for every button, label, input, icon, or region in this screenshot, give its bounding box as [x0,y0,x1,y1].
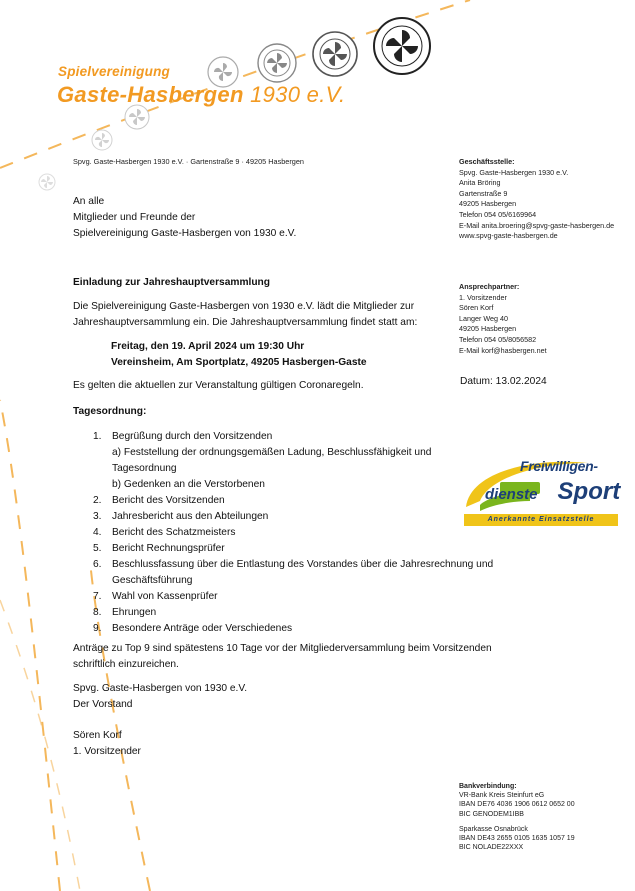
contact-line: 49205 Hasbergen [459,324,517,334]
recipient-line: Spielvereinigung Gaste-Hasbergen von 1930 e.V. [73,228,297,239]
office-line: Telefon 054 05/6169964 [459,209,537,219]
bank-block [459,782,575,852]
club-seal-icon [372,16,432,76]
proposals-line: schriftlich einzureichen. [73,659,179,670]
office-line: E-Mail anita.broering@spvg-gaste-hasbergen.de [459,220,615,230]
closing-line: Spvg. Gaste-Hasbergen von 1930 e.V. [73,683,248,694]
agenda-text: Bericht Rechnungsprüfer [112,543,225,554]
subject-line: Einladung zur Jahreshauptversammlung [73,277,270,288]
agenda-text: b) Gedenken an die Verstorbenen [112,479,265,490]
fwd-badge-text: Anerkannte Einsatzstelle [487,516,595,523]
agenda-item [93,621,493,637]
event-place: Vereinsheim, Am Sportplatz, 49205 Hasbergen-Gaste [111,357,367,368]
intro-paragraph [73,299,417,331]
agenda-number: 5. [93,543,102,554]
agenda-number: 9. [93,623,102,634]
agenda-item [93,541,493,557]
agenda-text: Beschlussfassung über die Entlastung des Vorstandes über die Jahresrechnung und [112,559,494,570]
proposals-note [73,641,492,673]
agenda-text: Wahl von Kassenprüfer [112,591,218,602]
agenda-text: a) Feststellung der ordnungsgemäßen Ladung, Beschlussfähigkeit und [112,447,432,458]
brand-line-1: Spielvereinigung [58,64,170,79]
signature-name: Sören Korf [73,730,122,741]
sender-line: Spvg. Gaste-Hasbergen 1930 e.V. · Gartenstraße 9 · 49205 Hasbergen [73,157,304,166]
club-seal-icon [37,172,57,192]
office-block [459,157,614,242]
brand-year: 1930 e.V. [250,82,346,107]
bank-line: IBAN DE43 2655 0105 1635 1057 19 [459,835,575,843]
agenda-number: 8. [93,607,102,618]
club-seal-icon [311,30,359,78]
corona-note: Es gelten die aktuellen zur Veranstaltung gültigen Coronaregeln. [73,380,364,391]
contact-line: E-Mail korf@hasbergen.net [459,345,547,355]
agenda-number: 4. [93,527,102,538]
fwd-line-1: Freiwilligen- [520,458,598,474]
agenda-text: Besondere Anträge oder Verschiedenes [112,623,293,634]
signature-block [73,728,141,760]
club-seal-icon [256,42,298,84]
agenda-number: 3. [93,511,102,522]
contact-block [459,282,547,356]
agenda-heading: Tagesordnung: [73,406,147,417]
recipient-line: An alle [73,196,105,207]
fwd-sport: Sport [557,478,621,505]
office-line: Spvg. Gaste-Hasbergen 1930 e.V. [459,167,569,177]
signature-role: 1. Vorsitzender [73,746,141,757]
office-line: Anita Bröring [459,178,501,188]
bank-line: VR-Bank Kreis Steinfurt eG [459,792,545,800]
agenda-item [93,557,493,589]
agenda-item [93,525,493,541]
letter-date: Datum: 13.02.2024 [460,376,547,387]
agenda-text: Ehrungen [112,607,157,618]
recipient-block [73,194,296,242]
contact-line: Langer Weg 40 [459,313,509,323]
event-block [111,339,367,371]
office-heading: Geschäftsstelle: [459,157,515,166]
agenda-text: Bericht des Schatzmeisters [112,527,236,538]
closing-line: Der Vorstand [73,699,133,710]
closing-block [73,681,247,713]
brand-name: Gaste-Hasbergen [57,82,244,107]
agenda-item [93,429,493,493]
agenda-text: Tagesordnung [112,463,177,474]
agenda-text: Geschäftsführung [112,575,193,586]
agenda-text: Begrüßung durch den Vorsitzenden [112,431,273,442]
bank-line: BIC GENODEM1IBB [459,810,524,818]
office-line: www.spvg-gaste-hasbergen.de [459,231,558,241]
recipient-line: Mitglieder und Freunde der [73,212,196,223]
fwd-badge-bar [464,514,618,526]
fwd-line-2 [485,478,620,506]
contact-heading: Ansprechpartner: [459,282,520,291]
agenda-number: 1. [93,431,102,442]
agenda-text: Bericht des Vorsitzenden [112,495,225,506]
intro-line: Jahreshauptversammlung ein. Die Jahreshauptversammlung findet statt am: [73,317,418,328]
bank-line: BIC NOLADE22XXX [459,844,524,852]
agenda-item [93,589,493,605]
event-date: Freitag, den 19. April 2024 um 19:30 Uhr [111,341,305,352]
agenda-text: Jahresbericht aus den Abteilungen [112,511,269,522]
agenda-item [93,509,493,525]
contact-line: Sören Korf [459,303,494,313]
agenda-item [93,605,493,621]
bank-heading: Bankverbindung: [459,783,517,790]
agenda-list [93,429,493,637]
office-line: Gartenstraße 9 [459,188,508,198]
bank-line: Sparkasse Osnabrück [459,825,528,833]
intro-line: Die Spielvereinigung Gaste-Hasbergen von 1930 e.V. lädt die Mitglieder zur [73,301,415,312]
agenda-number: 6. [93,559,102,570]
agenda-number: 7. [93,591,102,602]
agenda-number: 2. [93,495,102,506]
contact-line: 1. Vorsitzender [459,292,507,302]
contact-line: Telefon 054 05/8056582 [459,334,537,344]
agenda-item [93,493,493,509]
brand-line-2 [57,82,345,108]
fwd-im: im [541,491,554,502]
proposals-line: Anträge zu Top 9 sind spätestens 10 Tage vor der Mitgliederversammlung beim Vorsitzenden [73,643,492,654]
office-line: 49205 Hasbergen [459,199,517,209]
bank-line: IBAN DE76 4036 1906 0612 0652 00 [459,801,575,809]
fwd-dienste: dienste [485,486,538,503]
club-seal-icon [90,128,114,152]
